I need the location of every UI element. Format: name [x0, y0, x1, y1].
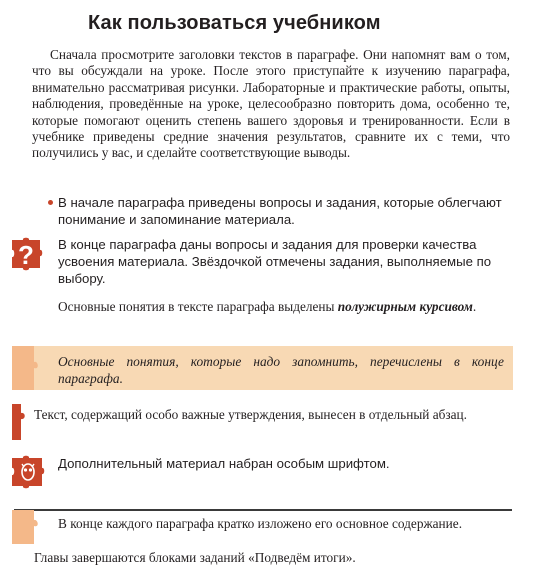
page-title: Как пользоваться учебником — [88, 12, 381, 34]
puzzle-edge-icon — [12, 404, 32, 440]
key-concepts-text: Основные понятия, которые надо запомнить, перечислены в конце параграфа. — [58, 354, 504, 386]
questions-end-text: В конце параграфа даны вопросы и задания для проверки качества усвоения материала. Звёздочкой отмечены задания, выполняемые по выбору. — [58, 237, 492, 286]
extra-material-text: Дополнительный материал набран особым шрифтом. — [58, 456, 390, 471]
questions-start-text: В начале параграфа приведены вопросы и задания, которые облегчают понимание и запоминание материала. — [58, 195, 502, 227]
svg-text:?: ? — [18, 240, 34, 270]
summary-text: В конце каждого параграфа кратко изложено его основное содержание. — [58, 516, 463, 531]
concepts-bold-term: полужирным курсивом — [337, 299, 473, 314]
concepts-paragraph — [58, 298, 512, 315]
concepts-prefix: Основные понятия в тексте параграфа выделены — [58, 299, 338, 314]
important-statements-text: Текст, содержащий особо важные утверждения, вынесен в отдельный абзац. — [34, 407, 467, 422]
bullet-marker — [48, 200, 53, 205]
intro-paragraph: Сначала просмотрите заголовки текстов в параграфе. Они напомнят вам о том, что вы обсуждали на уроке. После этого приступайте к изучению параграфа, внимательно рассматривая рисунки. Лабораторные и практические работы, опыты, наблюдения, проведённые на уроке, целесообразно повторить дома, особенно те, которые помогают оценить степень вашего здоровья и тренированности. Если в учебнике приведены средние значения результатов, сравните их с теми, что получились у вас, и сделайте соответствующие выводы. — [32, 47, 510, 161]
puzzle-piece-icon — [12, 510, 42, 544]
summary-divider — [14, 509, 512, 511]
puzzle-owl-icon — [10, 454, 50, 490]
chapters-text: Главы завершаются блоками заданий «Подведём итоги». — [34, 550, 356, 565]
concepts-suffix: . — [472, 299, 477, 314]
puzzle-piece-icon — [12, 346, 42, 390]
puzzle-question-icon — [10, 236, 50, 272]
